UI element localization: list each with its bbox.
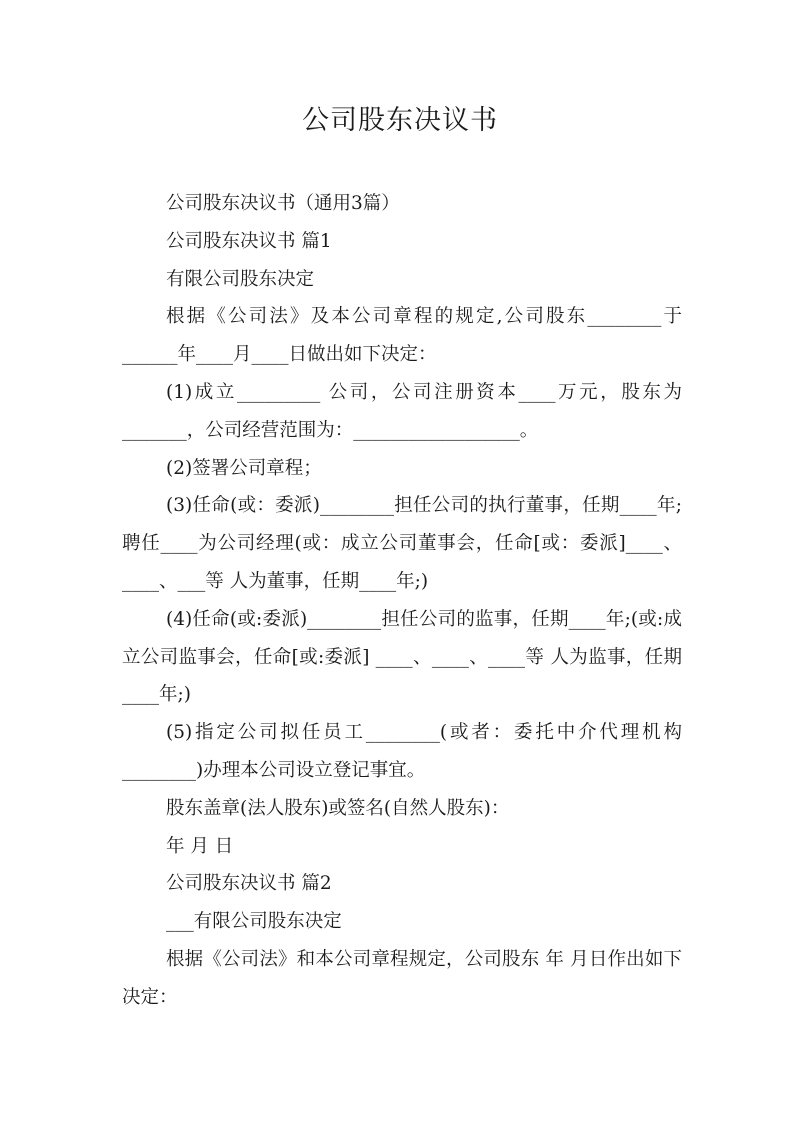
paragraph-item-4: (4)任命(或:委派)________担任公司的监事，任期____年;(或:成立公司监事会，任命[或:委派] ____、____、____等 人为监事，任期____年;) <box>122 608 682 706</box>
signature-line: 股东盖章(法人股东)或签名(自然人股东)： <box>166 797 510 819</box>
section-heading-2: 公司股东决议书 篇2 <box>166 873 332 895</box>
decision-title-2: ___有限公司股东决定 <box>166 911 342 933</box>
section-heading-1: 公司股东决议书 篇1 <box>166 230 332 252</box>
document-title: 公司股东决议书 <box>302 105 498 136</box>
doc-heading-collection: 公司股东决议书（通用3篇） <box>166 193 400 214</box>
paragraph-intro-2: 根据《公司法》和本公司章程规定，公司股东 年 月日作出如下决定： <box>122 948 682 1008</box>
paragraph-item-2: (2)签署公司章程； <box>166 457 322 479</box>
paragraph-item-5: (5)指定公司拟任员工________(或者：委托中介代理机构________)办理本公司设立登记事宜。 <box>122 722 682 781</box>
document-body <box>122 185 682 1017</box>
date-line: 年 月 日 <box>166 835 234 857</box>
paragraph-item-1: (1)成立_________ 公司，公司注册资本____万元，股东为_______，公司经营范围为：__________________。 <box>122 381 682 441</box>
paragraph-item-3: (3)任命(或：委派)________担任公司的执行董事，任期____年;聘任____为公司经理(或：成立公司董事会，任命[或：委派]____、____、___等 人为董事，任期____年;) <box>122 495 682 592</box>
paragraph-intro-1: 根据《公司法》及本公司章程的规定,公司股东________于______年____月____日做出如下决定： <box>122 306 682 366</box>
decision-title-1: 有限公司股东决定 <box>166 268 315 290</box>
